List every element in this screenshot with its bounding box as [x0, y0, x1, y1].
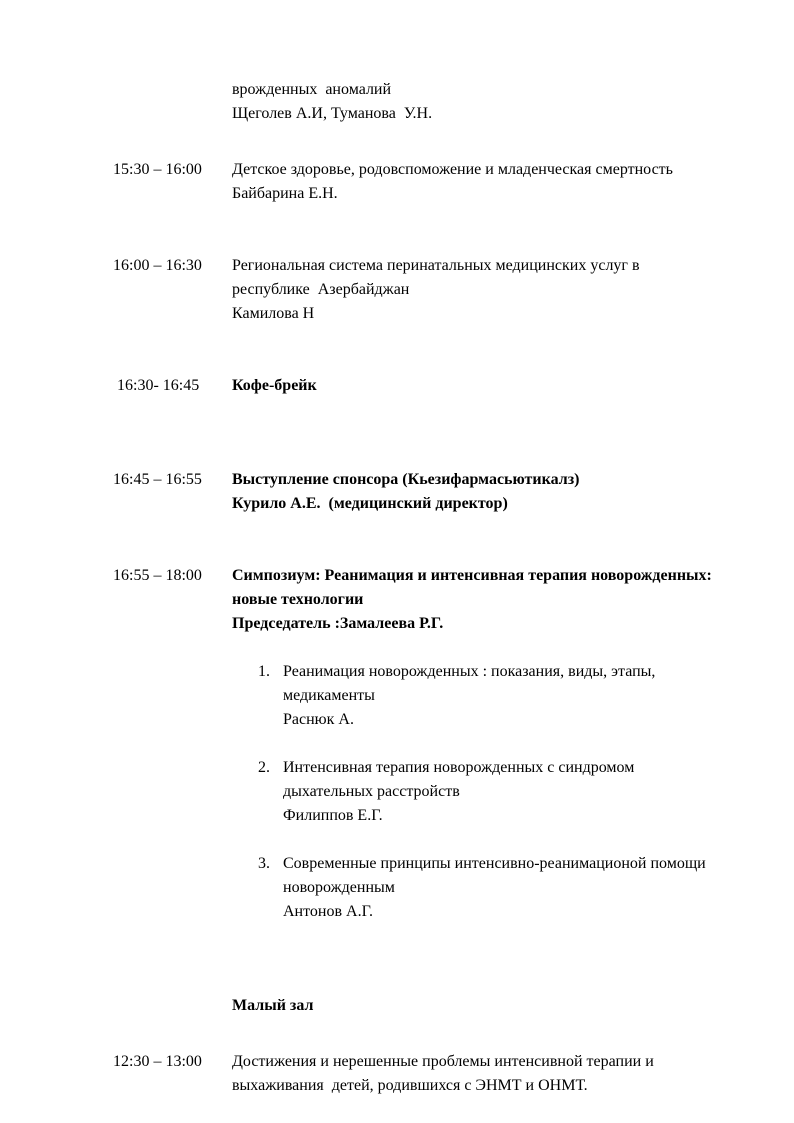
content-line: Интенсивная терапия новорожденных с синдромом дыхательных расстройств: [283, 759, 639, 800]
content-line: Антонов А.Г.: [283, 903, 374, 920]
schedule-content: [232, 374, 712, 398]
list-item: [258, 756, 718, 828]
section-heading: Малый зал: [232, 997, 314, 1014]
schedule-row-symposium: [113, 564, 716, 636]
schedule-time: 16:55 – 18:00: [113, 567, 202, 584]
content-line: Региональная система перинатальных медицинских услуг в республике Азербайджан: [232, 257, 644, 298]
content-line: Камилова Н: [232, 305, 315, 322]
spacer: [113, 636, 712, 660]
talks-list: [113, 660, 712, 924]
content-line: Современные принципы интенсивно-реанимационой помощи новорожденным: [283, 855, 714, 896]
content-line: Щеголев А.И, Туманова У.Н.: [232, 105, 433, 122]
schedule-row: [113, 158, 712, 206]
schedule-row-sponsor: [113, 468, 712, 516]
spacer: [113, 1018, 712, 1050]
schedule-time: 16:00 – 16:30: [113, 257, 202, 274]
schedule-row: [113, 254, 712, 326]
spacer: [113, 126, 712, 158]
content-line: Выступление спонсора (Кьезифармасьютикалз): [232, 471, 580, 488]
spacer: [113, 398, 712, 468]
content-line: Председатель :Замалеева Р.Г.: [232, 615, 444, 632]
content-line: Филиппов Е.Г.: [283, 807, 383, 824]
content-line: Детское здоровье, родовспоможение и младенческая смертность: [232, 161, 673, 178]
list-item: [258, 852, 718, 924]
list-item: [258, 660, 718, 732]
content-line: Достижения и нерешенные проблемы интенсивной терапии и выхаживания детей, родившихся с ЭНМТ и ОНМТ.: [232, 1053, 658, 1094]
schedule-time: 12:30 – 13:00: [113, 1053, 202, 1070]
schedule-time: 16:30- 16:45: [113, 377, 200, 394]
spacer: [113, 206, 712, 254]
schedule-time: 16:45 – 16:55: [113, 471, 202, 488]
list-marker: 1.: [258, 663, 270, 680]
schedule-content: [232, 78, 712, 126]
content-line: врожденных аномалий: [232, 81, 392, 98]
spacer: [113, 516, 712, 564]
list-marker: 3.: [258, 855, 270, 872]
schedule-row-coffee-break: [113, 374, 712, 398]
content-line: Симпозиум: Реанимация и интенсивная терапия новорожденных: новые технологии: [232, 567, 716, 608]
schedule-row: [113, 1050, 712, 1098]
content-line: Реанимация новорожденных : показания, виды, этапы, медикаменты: [283, 663, 660, 704]
schedule-content: [232, 254, 712, 326]
spacer: [113, 924, 712, 994]
content-line: Курило А.Е. (медицинский директор): [232, 495, 508, 512]
content-line: Раснюк А.: [283, 711, 354, 728]
schedule-content: [232, 564, 716, 636]
content-line: Кофе-брейк: [232, 377, 317, 394]
schedule-row: [113, 78, 712, 126]
schedule-time: 15:30 – 16:00: [113, 161, 202, 178]
schedule-content: [232, 158, 712, 206]
list-marker: 2.: [258, 759, 270, 776]
content-line: Байбарина Е.Н.: [232, 185, 338, 202]
schedule-content: [232, 1050, 712, 1098]
schedule-content: [232, 468, 712, 516]
spacer: [113, 326, 712, 374]
